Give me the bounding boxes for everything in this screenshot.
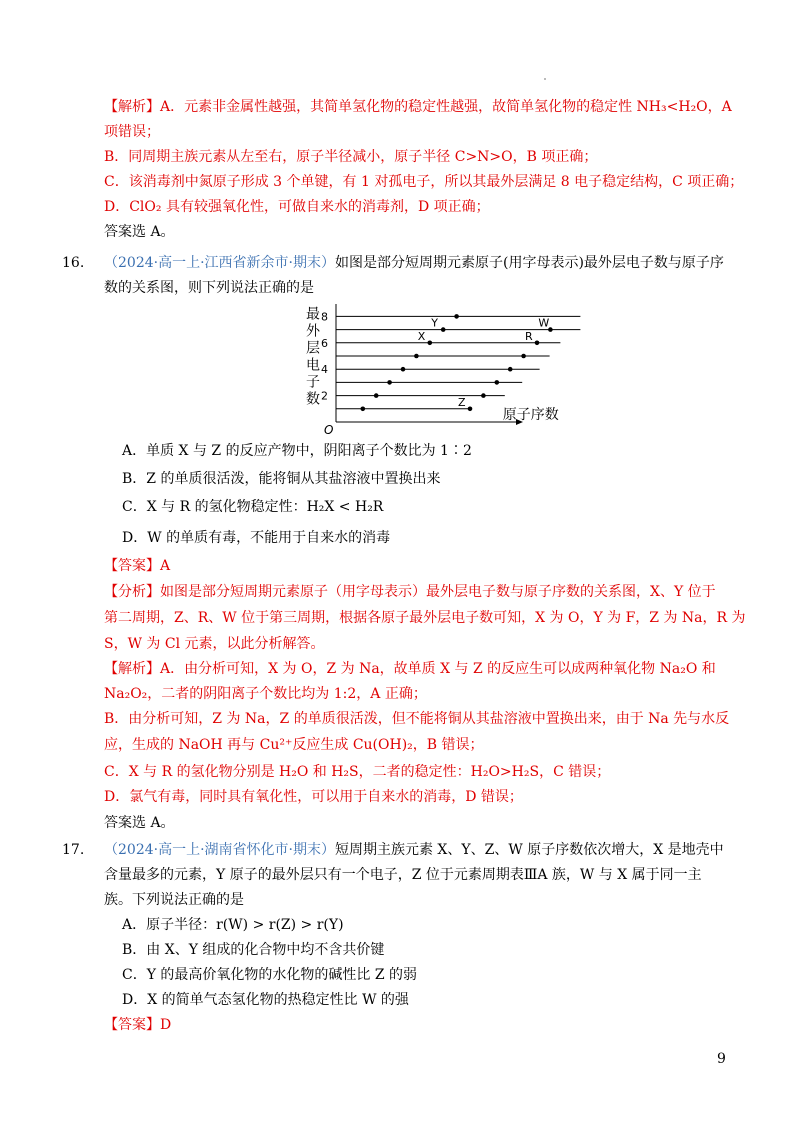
q15-answer-choice: 答案选 A。 [104,224,175,240]
q17-stem-line2: 含量最多的元素，Y 原子的最外层只有一个电子，Z 位于元素周期表ⅢA 族，W 与 X 属于同一主 [104,867,702,883]
q17-option-a: A．原子半径：r(W) > r(Z) > r(Y) [122,917,344,933]
data-point [521,354,526,359]
q16-stem-line2: 数的关系图，则下列说法正确的是 [104,280,314,296]
data-point [481,393,486,398]
data-point [454,314,459,319]
point-label: R [525,329,533,343]
q16-option-d: D．W 的单质有毒，不能用于自来水的消毒 [122,530,391,546]
q16-option-c: C．X 与 R 的氢化物稳定性：H₂X < H₂R [122,499,384,515]
origin-label: O [324,423,334,437]
q16-option-b: B．Z 的单质很活泼，能将铜从其盐溶液中置换出来 [122,471,441,487]
q16-fenxi-line1: 【分析】如图是部分短周期元素原子（用字母表示）最外层电子数与原子序数的关系图，X、Y 位于 [104,584,716,600]
q16-jiexi-a2: Na₂O₂，二者的阴阳离子个数比均为 1:2，A 正确； [104,686,427,702]
q16-number: 16. [62,255,85,271]
data-point [361,407,366,412]
x-axis-label: 原子序数 [502,407,559,423]
data-point [508,367,513,372]
q17-option-c: C．Y 的最高价氧化物的水化物的碱性比 Z 的弱 [122,967,418,983]
q17-option-b: B．由 X、Y 组成的化合物中均不含共价键 [122,942,385,958]
y-axis-label: 最 [306,306,320,323]
y-axis-label: 数 [306,391,320,408]
q15-analysis-b: B．同周期主族元素从左至右，原子半径减小，原子半径 C>N>O，B 项正确； [104,149,598,165]
point-label: Z [458,395,466,409]
q16-jiexi-d: D．氯气有毒，同时具有氧化性，可以用于自来水的消毒，D 错误； [104,789,523,805]
q17-number: 17. [62,842,85,858]
data-point [387,380,392,385]
q16-stem-line1 [104,253,724,273]
data-point [495,380,500,385]
y-tick-label: 6 [321,336,328,350]
q16-answer-choice: 答案选 A。 [104,815,175,831]
point-label: Y [431,316,438,330]
speck [544,78,546,80]
data-point [401,367,406,372]
q16-jiexi-c: C．X 与 R 的氢化物分别是 H₂O 和 H₂S，二者的稳定性：H₂O>H₂S，C 错误； [104,764,611,780]
y-axis-label: 层 [306,340,320,357]
y-tick-label: 2 [321,389,328,403]
q16-answer: 【答案】A [104,558,171,574]
data-point [374,393,379,398]
q16-source: （2024·高一上·江西省新余市·期末） [104,255,335,271]
y-axis-label: 电 [306,357,320,374]
q15-analysis-line1: 【解析】A．元素非金属性越强，其简单氢化物的稳定性越强，故简单氢化物的稳定性 NH₃<H₂O，A [104,99,732,115]
y-tick-label: 4 [321,363,328,377]
q16-jiexi-a1: 【解析】A．由分析可知，X 为 O，Z 为 Na，故单质 X 与 Z 的反应生可以成两种氧化物 Na₂O 和 [104,661,716,677]
q17-stem-text: 短周期主族元素 X、Y、Z、W 原子序数依次增大，X 是地壳中 [334,842,724,858]
data-point [535,341,540,346]
electron-chart [300,300,559,440]
q16-jiexi-b1: B．由分析可知，Z 为 Na，Z 的单质很活泼，但不能将铜从其盐溶液中置换出来，由于 Na 先与水反 [104,711,730,727]
q15-analysis-d: D．ClO₂ 具有较强氧化性，可做自来水的消毒剂，D 项正确； [104,199,490,215]
point-label: X [417,329,426,343]
q15-analysis-line2: 项错误； [104,124,160,140]
point-label: W [538,316,550,330]
y-axis-label: 外 [306,323,320,340]
y-axis-label: 子 [306,374,320,391]
page-number: 9 [717,1051,726,1067]
q15-analysis-c: C．该消毒剂中氮原子形成 3 个单键，有 1 对孤电子，所以其最外层满足 8 电子稳定结构，C 项正确； [104,174,744,190]
q16-jiexi-b2: 应，生成的 NaOH 再与 Cu²⁺反应生成 Cu(OH)₂，B 错误； [104,737,484,753]
q16-fenxi-line2: 第二周期，Z、R、W 位于第三周期，根据各原子最外层电子数可知，X 为 O，Y 为 F，Z 为 Na，R 为 [104,610,746,626]
data-point [414,354,419,359]
data-point [468,407,473,412]
q17-answer: 【答案】D [104,1017,172,1033]
q17-stem-line1 [104,840,724,860]
q17-option-d: D．X 的简单气态氢化物的热稳定性比 W 的强 [122,992,409,1008]
data-point [441,327,446,332]
data-point [428,341,433,346]
q16-stem-text: 如图是部分短周期元素原子(用字母表示)最外层电子数与原子序 [334,255,724,271]
q17-stem-line3: 族。下列说法正确的是 [104,892,244,908]
q16-option-a: A．单质 X 与 Z 的反应产物中，阴阳离子个数比为 1∶2 [122,443,472,459]
y-tick-label: 8 [321,310,328,324]
q16-fenxi-line3: S，W 为 Cl 元素，以此分析解答。 [104,636,325,652]
q17-source: （2024·高一上·湖南省怀化市·期末） [104,842,335,858]
